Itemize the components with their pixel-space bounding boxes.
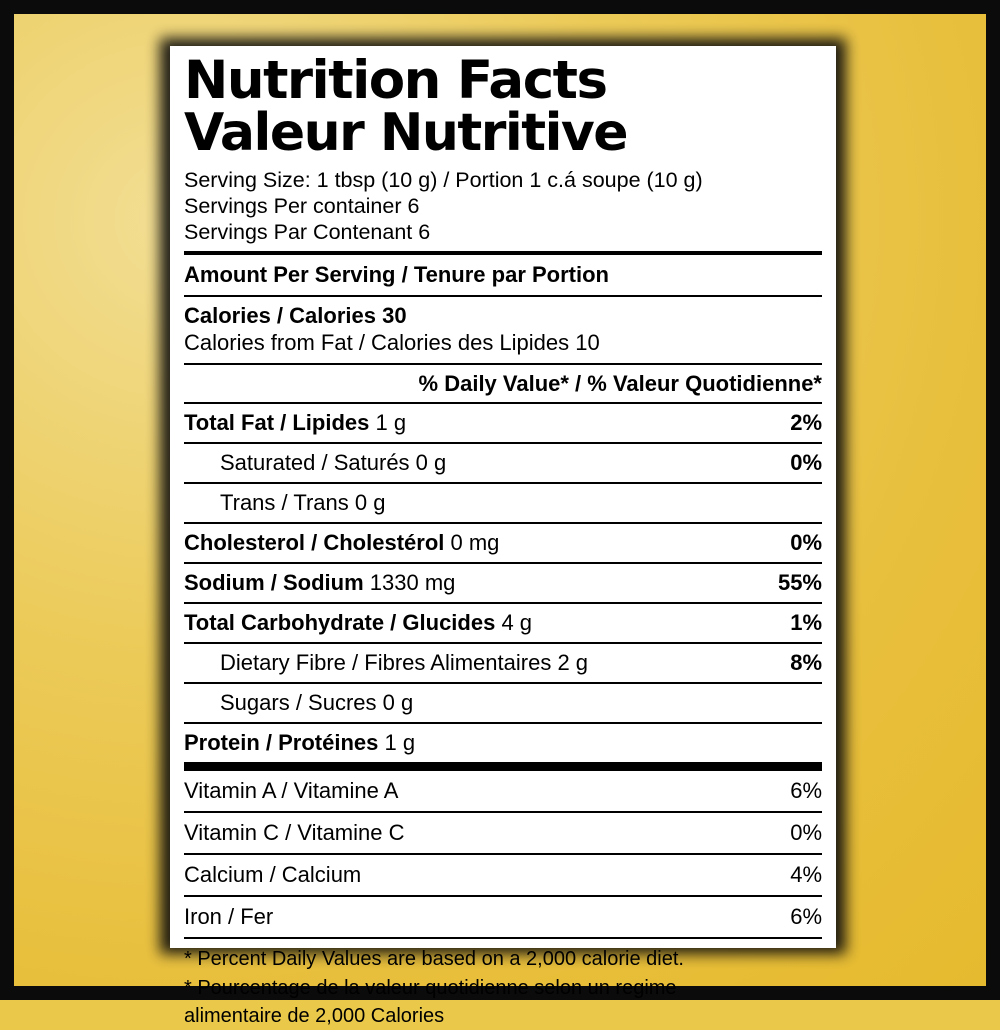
nutrient-name-amount [184,490,385,516]
calories-from-fat-line: Calories from Fat / Calories des Lipides 10 [184,330,600,356]
nutrient-row [170,484,836,522]
nutrient-amount: 4 g [495,610,533,636]
nutrient-row [170,644,836,682]
daily-value-header: % Daily Value* / % Valeur Quotidienne* [418,371,822,397]
vitamin-row [170,771,836,811]
nutrient-daily-value: 1% [790,610,822,636]
nutrient-row [170,444,836,482]
title-french: Valeur Nutritive [184,102,628,163]
vitamin-daily-value: 4% [790,862,822,888]
vitamin-name: Vitamin C / Vitamine C [184,820,405,846]
amount-per-serving-header: Amount Per Serving / Tenure par Portion [184,262,609,288]
nutrient-amount: 2 g [551,650,589,676]
nutrient-row [170,684,836,722]
nutrient-amount: 0 g [409,450,447,476]
nutrient-name-amount [184,410,406,436]
nutrient-name-amount [184,530,499,556]
nutrient-row [170,404,836,442]
nutrient-daily-value: 0% [790,530,822,556]
nutrient-name: Total Carbohydrate / Glucides [184,610,496,636]
nutrient-amount: 1 g [369,410,407,436]
nutrient-daily-value: 2% [790,410,822,436]
nutrient-amount: 1 g [378,730,416,756]
nutrient-name-amount [184,610,532,636]
nutrient-row [170,604,836,642]
vitamin-daily-value: 6% [790,904,822,930]
divider-before-vitamins [184,762,822,771]
nutrient-rows [170,404,836,762]
nutrition-facts-panel [170,46,836,1028]
nutrient-daily-value: 0% [790,450,822,476]
nutrient-amount: 0 g [348,490,386,516]
nutrient-row [170,724,836,762]
nutrient-daily-value: 8% [790,650,822,676]
frame-border-right [986,0,1000,1000]
nutrient-name: Sugars / Sucres [220,690,377,716]
nutrient-name-amount [184,570,455,596]
footnote-french-line2: alimentaire de 2,000 Calories [184,1005,445,1028]
frame-border-top [0,0,1000,14]
footnote-french-line1: * Pourcentage de la valeur quotidienne selon un regime [184,976,677,999]
nutrient-name: Sodium / Sodium [184,570,364,596]
title-english: Nutrition Facts [184,50,607,111]
nutrient-row [170,524,836,562]
nutrient-name: Protein / Protéines [184,730,379,756]
serving-info [170,159,836,252]
nutrient-row [170,564,836,602]
footnotes [170,939,836,1030]
calories-line: Calories / Calories 30 [184,303,407,329]
vitamin-daily-value: 6% [790,778,822,804]
nutrient-name: Total Fat / Lipides [184,410,370,436]
vitamin-name: Iron / Fer [184,904,274,930]
serving-size-line: Serving Size: 1 tbsp (10 g) / Portion 1 c.á soupe (10 g) [184,167,703,192]
frame-border-left [0,0,14,1000]
nutrient-name: Dietary Fibre / Fibres Alimentaires [220,650,552,676]
nutrient-daily-value: 55% [777,570,822,596]
footnote-english: * Percent Daily Values are based on a 2,000 calorie diet. [184,948,684,971]
nutrient-name-amount [184,650,588,676]
vitamin-row [170,855,836,895]
vitamin-rows [170,771,836,937]
vitamin-row [170,897,836,937]
calories-block [170,297,836,363]
nutrient-name-amount [184,690,413,716]
servings-per-container-en: Servings Per container 6 [184,194,420,218]
nutrient-name: Cholesterol / Cholestérol [184,530,445,556]
nutrient-amount: 1330 mg [363,570,456,596]
nutrient-amount: 0 mg [444,530,500,556]
vitamin-name: Vitamin A / Vitamine A [184,778,399,804]
nutrient-name-amount [184,730,415,756]
vitamin-row [170,813,836,853]
title-block [170,46,836,163]
vitamin-name: Calcium / Calcium [184,862,362,888]
nutrient-name: Saturated / Saturés [220,450,410,476]
servings-per-container-fr: Servings Par Contenant 6 [184,220,431,245]
nutrient-name-amount [184,450,446,476]
nutrient-name: Trans / Trans [220,490,349,516]
vitamin-daily-value: 0% [790,820,822,846]
nutrient-amount: 0 g [376,690,414,716]
